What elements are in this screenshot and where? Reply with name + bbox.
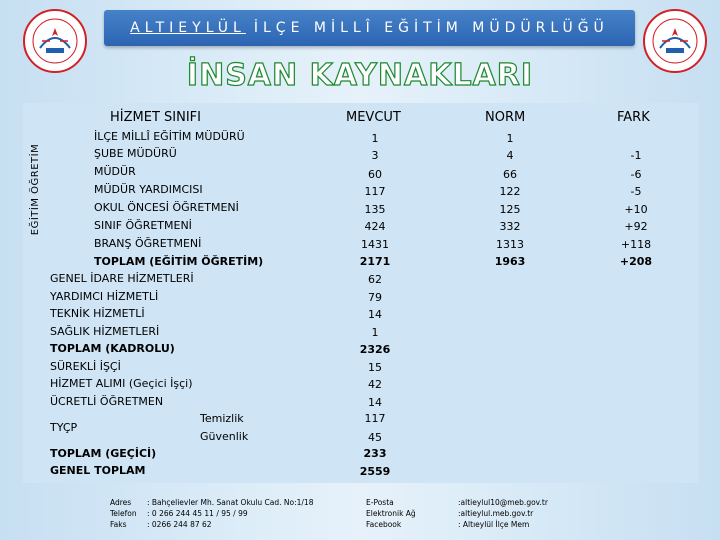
footer-ag-label: Elektronik Ağ	[366, 509, 416, 518]
vertical-label-text: EĞİTİM ÖĞRETİM	[30, 143, 42, 235]
row-norm: 66	[503, 168, 517, 181]
footer-contact-values	[458, 497, 548, 530]
row-norm: 4	[506, 149, 514, 162]
row-fark: +118	[620, 238, 652, 251]
row-label: HİZMET ALIMI (Geçici İşçi)	[50, 377, 193, 390]
footer-telefon-value: : 0 266 244 45 11 / 95 / 99	[147, 509, 248, 518]
tycp-temizlik-label: Temizlik	[200, 412, 244, 425]
row-label: SÜREKLİ İŞÇİ	[50, 360, 121, 373]
tycp-temizlik-value: 117	[364, 412, 386, 425]
row-label: MÜDÜR YARDIMCISI	[94, 183, 203, 196]
footer-faks-value: : 0266 244 87 62	[147, 520, 212, 529]
row-label: ÜCRETLİ ÖĞRETMEN	[50, 395, 164, 408]
row-mevcut: 2171	[359, 255, 391, 268]
row-mevcut: 14	[368, 308, 382, 321]
row-fark: +10	[624, 203, 648, 216]
row-label: MÜDÜR	[94, 165, 136, 178]
row-mevcut: 1	[371, 132, 379, 145]
row-norm: 1313	[496, 238, 524, 251]
footer-contact-labels	[366, 497, 416, 530]
row-fark: -5	[630, 185, 642, 198]
col-header-hizmet: HİZMET SINIFI	[110, 110, 201, 125]
row-norm: 332	[499, 220, 521, 233]
row-mevcut: 42	[368, 378, 382, 391]
row-label: SAĞLIK HİZMETLERİ	[50, 325, 160, 338]
row-mevcut: 15	[368, 361, 382, 374]
row-mevcut: 1	[371, 326, 379, 339]
row-mevcut: 62	[368, 273, 382, 286]
row-mevcut: 233	[363, 447, 387, 460]
row-fark: +208	[619, 255, 653, 268]
row-fark: +92	[624, 220, 648, 233]
page-title: İNSAN KAYNAKLARI	[186, 58, 534, 93]
row-norm: 125	[499, 203, 521, 216]
row-label: İLÇE MİLLÎ EĞİTİM MÜDÜRÜ	[94, 130, 245, 143]
row-mevcut: 3	[371, 149, 379, 162]
footer-eposta-label: E-Posta	[366, 498, 394, 507]
row-label: TOPLAM (GEÇİCİ)	[50, 447, 157, 460]
row-mevcut: 79	[368, 291, 382, 304]
footer-telefon-label: Telefon	[110, 509, 137, 518]
header-bar	[104, 10, 635, 46]
header-directorate: İLÇE MİLLÎ EĞİTİM MÜDÜRLÜĞÜ	[253, 20, 609, 36]
row-mevcut: 14	[368, 396, 382, 409]
row-label: GENEL İDARE HİZMETLERİ	[50, 272, 194, 285]
row-label: OKUL ÖNCESİ ÖĞRETMENİ	[94, 201, 239, 214]
footer-ag-value[interactable]: :altieylul.meb.gov.tr	[458, 509, 534, 518]
row-label: TOPLAM (KADROLU)	[50, 342, 175, 355]
row-norm: 1	[506, 132, 514, 145]
row-mevcut: 135	[364, 203, 386, 216]
row-fark: -6	[630, 168, 642, 181]
row-mevcut: 60	[368, 168, 382, 181]
row-mevcut: 2326	[359, 343, 391, 356]
footer-adres-label: Adres	[110, 498, 132, 507]
vertical-label	[25, 126, 47, 252]
footer-adres-value: : Bahçelievler Mh. Sanat Okulu Cad. No:1/18	[147, 498, 314, 507]
tycp-guvenlik-value: 45	[368, 431, 382, 444]
row-label: TOPLAM (EĞİTİM ÖĞRETİM)	[94, 255, 264, 268]
row-fark: -1	[630, 149, 642, 162]
row-mevcut: 1431	[361, 238, 389, 251]
row-mevcut: 117	[364, 185, 386, 198]
row-label: YARDIMCI HİZMETLİ	[50, 290, 159, 303]
footer-values	[147, 497, 313, 530]
row-label: GENEL TOPLAM	[50, 464, 146, 477]
header-district: ALTIEYLÜL	[130, 20, 246, 36]
footer-faks-label: Faks	[110, 520, 127, 529]
footer-labels	[110, 497, 137, 530]
footer-facebook-value[interactable]: : Altıeylül İlçe Mem	[458, 520, 530, 529]
col-header-fark: FARK	[617, 110, 650, 125]
row-label: TEKNİK HİZMETLİ	[50, 307, 145, 320]
row-label: SINIF ÖĞRETMENİ	[94, 219, 192, 232]
row-norm: 122	[499, 185, 521, 198]
footer-facebook-label: Facebook	[366, 520, 402, 529]
tycp-guvenlik-label: Güvenlik	[200, 430, 249, 443]
footer-eposta-value[interactable]: :altieylul10@meb.gov.tr	[458, 498, 548, 507]
row-label: ŞUBE MÜDÜRÜ	[94, 147, 177, 160]
col-header-mevcut: MEVCUT	[346, 110, 401, 125]
tycp-label: TYÇP	[50, 421, 78, 434]
col-header-norm: NORM	[485, 110, 526, 125]
row-label: BRANŞ ÖĞRETMENİ	[94, 237, 202, 250]
row-norm: 1963	[494, 255, 526, 268]
row-mevcut: 2559	[359, 465, 391, 478]
row-mevcut: 424	[364, 220, 386, 233]
